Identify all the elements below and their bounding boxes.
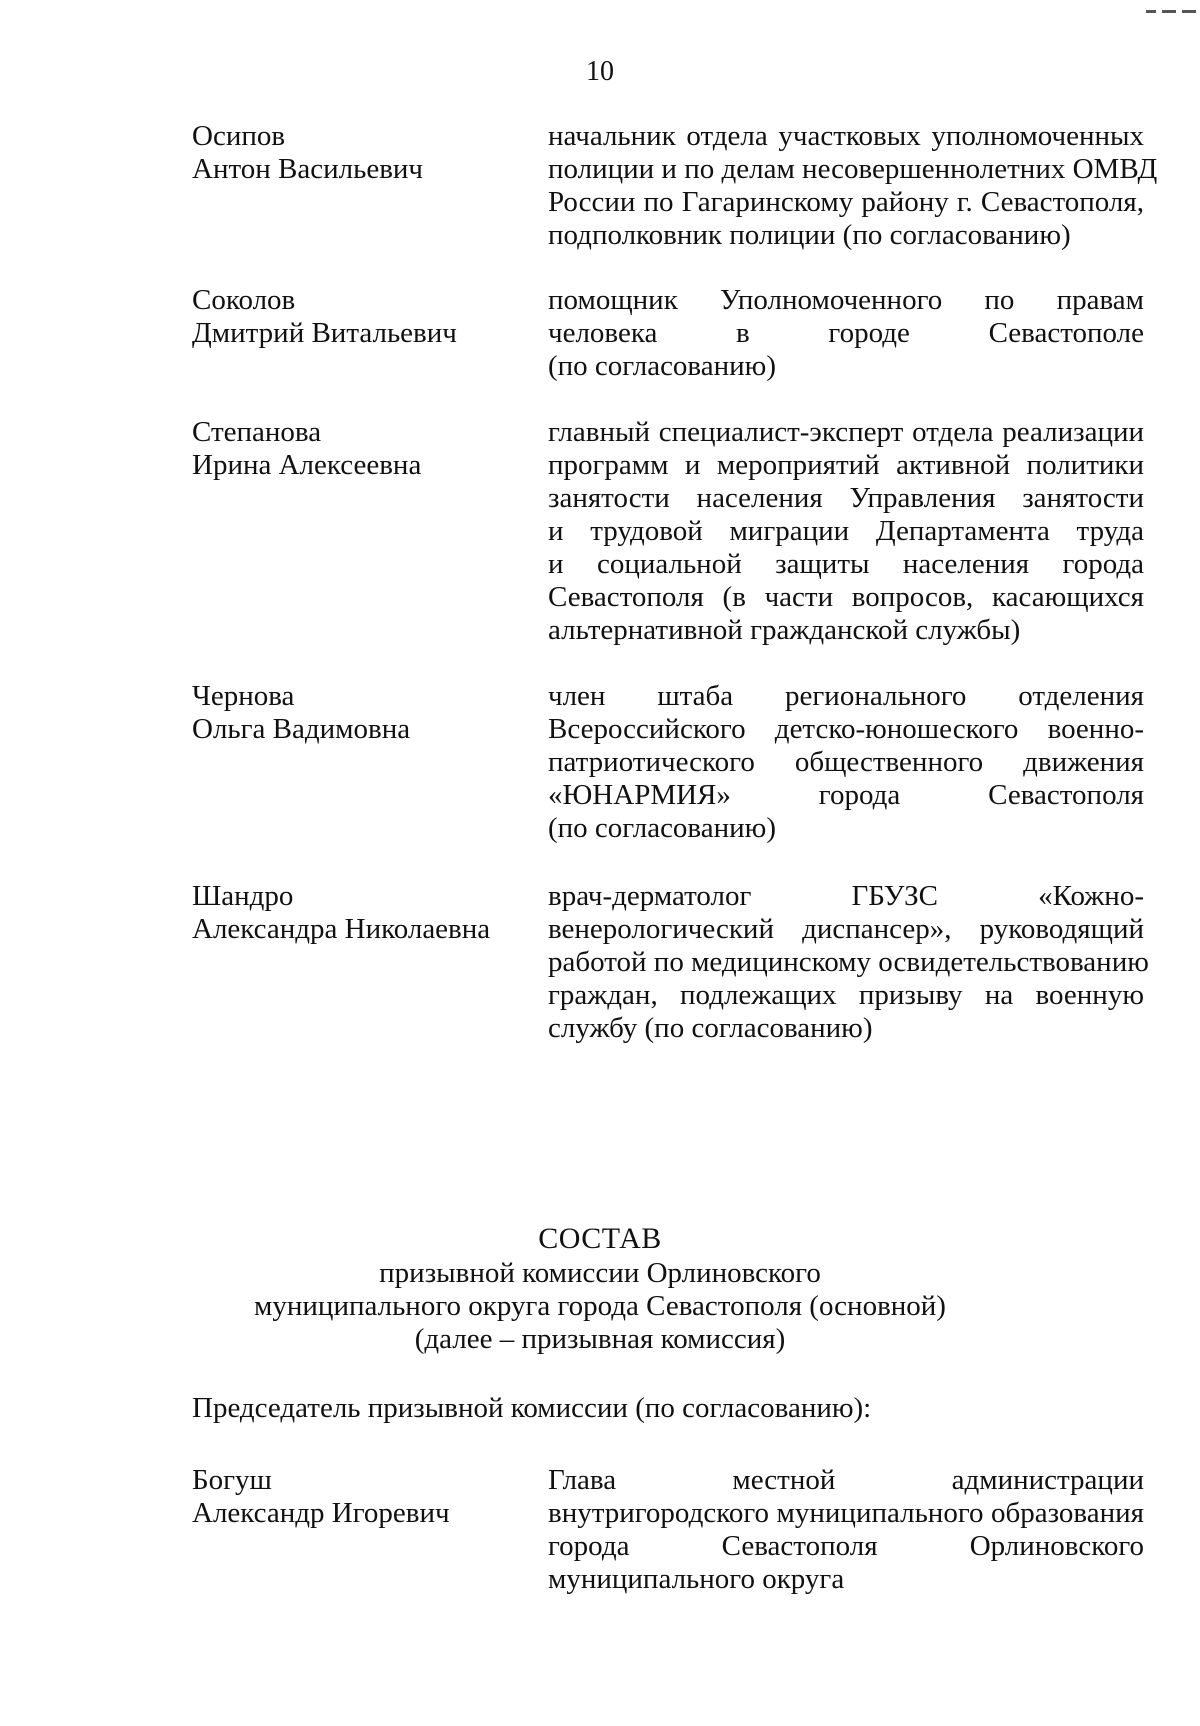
member-name [192, 284, 522, 350]
role-line: Севастополя (в части вопросов, касающихся [548, 581, 1144, 613]
composition-subtitle-line: (далее – призывная комиссия) [414, 1323, 786, 1355]
member-role [548, 284, 1144, 383]
composition-subtitle-line: призывной комиссии Орлиновского [379, 1257, 821, 1289]
member-surname: Богуш [192, 1464, 272, 1496]
scan-corner-mark [1140, 0, 1200, 6]
role-line: внутригородского муниципального образования [548, 1497, 1144, 1529]
member-surname: Соколов [192, 284, 296, 316]
role-line: (по согласованию) [548, 812, 776, 844]
member-given-name: Александр Игоревич [192, 1497, 450, 1529]
member-name [192, 1464, 522, 1530]
role-line: муниципального округа [548, 1563, 845, 1595]
member-role [548, 1464, 1144, 1596]
member-given-name: Ольга Вадимовна [192, 713, 411, 745]
role-line: начальник отдела участковых уполномоченных [548, 120, 1144, 152]
role-line: член штаба регионального отделения [548, 680, 1144, 712]
role-line: работой по медицинскому освидетельствованию [548, 946, 1149, 978]
role-line: Глава местной администрации [548, 1464, 1144, 1496]
role-line: патриотического общественного движения [548, 746, 1144, 778]
role-line: человека в городе Севастополе [548, 317, 1144, 349]
role-line: (по согласованию) [548, 350, 776, 382]
member-name [192, 120, 522, 186]
member-surname: Шандро [192, 880, 294, 912]
member-given-name: Дмитрий Витальевич [192, 317, 457, 349]
role-line: полиции и по делам несовершеннолетних ОМВД [548, 153, 1158, 185]
member-name [192, 680, 522, 746]
member-role [548, 120, 1158, 252]
composition-title: СОСТАВ [538, 1222, 662, 1255]
member-surname: Степанова [192, 416, 322, 448]
role-line: врач-дерматолог ГБУЗС «Кожно- [548, 880, 1144, 912]
composition-heading [0, 1222, 1200, 1356]
role-line: помощник Уполномоченного по правам [548, 284, 1144, 316]
role-line: занятости населения Управления занятости [548, 482, 1144, 514]
role-line: венерологический диспансер», руководящий [548, 913, 1144, 945]
role-line: программ и мероприятий активной политики [548, 449, 1144, 481]
role-line: альтернативной гражданской службы) [548, 614, 1021, 646]
member-surname: Осипов [192, 120, 286, 152]
member-role [548, 880, 1149, 1045]
member-given-name: Александра Николаевна [192, 913, 491, 945]
member-name [192, 416, 522, 482]
role-line: и социальной защиты населения города [548, 548, 1144, 580]
role-line: и трудовой миграции Департамента труда [548, 515, 1144, 547]
page-number: 10 [586, 56, 614, 87]
role-line: Всероссийского детско-юношеского военно- [548, 713, 1144, 745]
role-line: подполковник полиции (по согласованию) [548, 219, 1071, 251]
role-line: граждан, подлежащих призыву на военную [548, 979, 1144, 1011]
role-line: города Севастополя Орлиновского [548, 1530, 1144, 1562]
role-line: главный специалист-эксперт отдела реализации [548, 416, 1144, 448]
member-given-name: Антон Васильевич [192, 153, 423, 185]
role-line: службу (по согласованию) [548, 1012, 873, 1044]
role-line: России по Гагаринскому району г. Севастополя, [548, 186, 1144, 218]
role-line: «ЮНАРМИЯ» города Севастополя [548, 779, 1144, 811]
member-name [192, 880, 522, 946]
member-surname: Чернова [192, 680, 295, 712]
chair-label: Председатель призывной комиссии (по согласованию): [192, 1392, 872, 1424]
member-role [548, 416, 1144, 647]
member-role [548, 680, 1144, 845]
composition-subtitle-line: муниципального округа города Севастополя (основной) [254, 1290, 946, 1322]
member-given-name: Ирина Алексеевна [192, 449, 422, 481]
